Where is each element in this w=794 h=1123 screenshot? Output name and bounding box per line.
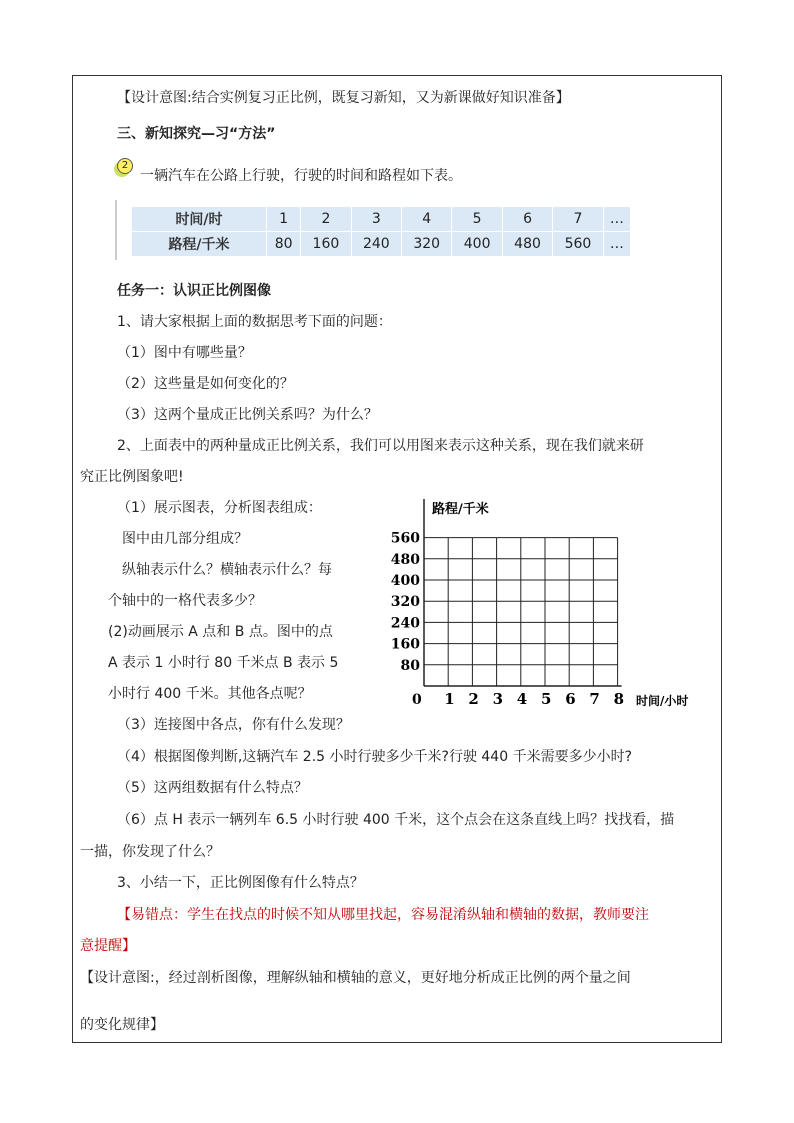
table-cell: …	[603, 207, 630, 232]
x-tick-label: 3	[492, 690, 504, 708]
design-intent-2b: 的变化规律】	[80, 1017, 164, 1033]
table-side-bar	[115, 200, 117, 260]
error-note-a: 【易错点：学生在找点的时候不知从哪里找起，容易混淆纵轴和横轴的数据，教师要注	[117, 907, 649, 923]
table-cell: 3	[351, 207, 401, 232]
x-tick-label: 8	[613, 690, 625, 708]
y-tick-label: 80	[400, 657, 420, 674]
error-note-b: 意提醒】	[80, 938, 136, 954]
step-1-b: 纵轴表示什么？横轴表示什么？每	[122, 562, 332, 578]
y-tick-label: 480	[390, 551, 420, 568]
chart-grid	[424, 538, 618, 686]
table-cell: …	[603, 232, 630, 257]
step-6-a: （6）点 H 表示一辆列车 6.5 小时行驶 400 千米，这个点会在这条直线上吗？找找看，描	[117, 812, 675, 828]
step-6-b: 一描，你发现了什么？	[80, 844, 220, 860]
x-tick-label: 2	[468, 690, 479, 708]
y-tick-label: 560	[390, 530, 420, 547]
table-cell: 560	[553, 232, 603, 257]
table-header-time: 时间/时	[132, 207, 267, 232]
table-cell: 400	[452, 232, 502, 257]
table-cell: 240	[351, 232, 401, 257]
question-1-3: （3）这两个量成正比例关系吗？为什么？	[117, 407, 378, 423]
proportion-chart	[380, 495, 710, 720]
table-row-time	[132, 207, 631, 232]
chart-axes	[424, 499, 622, 686]
table-cell: 320	[402, 232, 452, 257]
table-cell: 160	[301, 232, 351, 257]
design-intent-1: 【设计意图:结合实例复习正比例，既复习新知，又为新课做好知识准备】	[117, 90, 570, 106]
y-tick-label: 160	[390, 636, 420, 653]
problem-text: 一辆汽车在公路上行驶，行驶的时间和路程如下表。	[140, 168, 462, 184]
y-tick-label: 400	[390, 573, 420, 589]
question-1-1: （1）图中有哪些量？	[117, 345, 252, 361]
chart-origin-label: 0	[412, 692, 422, 708]
table-cell: 480	[502, 232, 552, 257]
number-badge-icon: 2	[117, 158, 133, 174]
chart-x-label: 时间/小时	[636, 694, 689, 708]
table-cell: 1	[267, 207, 301, 232]
x-tick-label: 4	[516, 690, 528, 708]
table-cell: 4	[402, 207, 452, 232]
x-tick-label: 1	[444, 690, 455, 708]
question-1: 1、请大家根据上面的数据思考下面的问题：	[117, 314, 392, 330]
y-tick-label: 320	[390, 594, 420, 611]
step-5: （5）这两组数据有什么特点？	[117, 780, 308, 796]
table-cell: 2	[301, 207, 351, 232]
table-cell: 5	[452, 207, 502, 232]
table-row-distance	[132, 232, 631, 257]
x-tick-label: 5	[541, 690, 552, 708]
data-table	[131, 206, 631, 257]
x-tick-label: 6	[565, 690, 576, 708]
step-2-c: 小时行 400 千米。其他各点呢？	[108, 686, 312, 702]
table-cell: 6	[502, 207, 552, 232]
question-2-line-b: 究正比例图象吧!	[80, 469, 184, 485]
table-cell: 7	[553, 207, 603, 232]
step-1-c: 个轴中的一格代表多少？	[108, 593, 262, 609]
table-header-distance: 路程/千米	[132, 232, 267, 257]
x-tick-label: 7	[589, 690, 600, 708]
step-1: （1）展示图表，分析图表组成：	[117, 500, 322, 516]
step-1-a: 图中由几部分组成？	[122, 531, 248, 547]
step-3: （3）连接图中各点，你有什么发现？	[117, 717, 350, 733]
question-1-2: （2）这些量是如何变化的？	[117, 376, 294, 392]
question-2-line-a: 2、上面表中的两种量成正比例关系，我们可以用图来表示这种关系，现在我们就来研	[117, 438, 644, 454]
chart-y-label: 路程/千米	[432, 502, 489, 517]
step-2-b: A 表示 1 小时行 80 千米点 B 表示 5	[108, 655, 339, 671]
section-title: 三、新知探究—习“方法”	[117, 126, 276, 142]
question-3: 3、小结一下，正比例图像有什么特点？	[117, 875, 364, 891]
step-4: （4）根据图像判断,这辆汽车 2.5 小时行驶多少千米?行驶 440 千米需要多少小时?	[117, 749, 633, 765]
chart-ticks	[391, 531, 624, 708]
y-tick-label: 240	[390, 615, 420, 632]
step-2-a: (2)动画展示 A 点和 B 点。图中的点	[108, 624, 333, 640]
table-cell: 80	[267, 232, 301, 257]
task-title: 任务一：认识正比例图像	[117, 283, 271, 299]
design-intent-2a: 【设计意图:，经过剖析图像，理解纵轴和横轴的意义，更好地分析成正比例的两个量之间	[80, 970, 631, 986]
